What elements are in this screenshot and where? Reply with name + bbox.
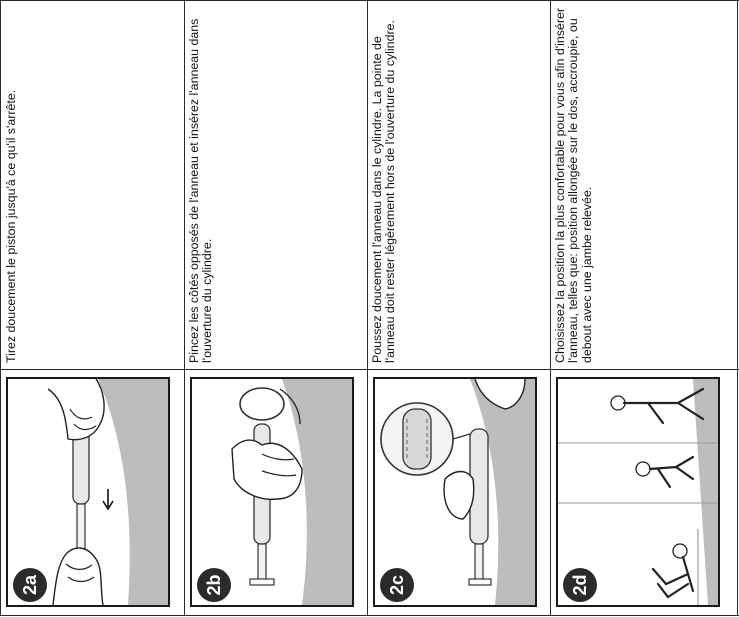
step-2b-text: Pincez les côtés opposés de l'anneau et insérez l'anneau dans l'ouverture du cylindre. — [187, 18, 215, 363]
step-2c-text-cell — [368, 1, 550, 369]
step-2d-text-cell — [551, 1, 737, 369]
step-2b-illustration — [190, 377, 354, 607]
step-2d-text: Choisissez la position la plus confortable pour vous afin d'insérer l'anneau, telles que: position allongée sur le dos, accroupie, ou debout avec une jambe relevée. — [553, 7, 594, 363]
step-2a-illustration — [6, 377, 170, 607]
step-2c-badge: 2c — [387, 574, 407, 596]
step-2c-illustration — [373, 377, 537, 607]
table-border-bottom — [0, 615, 739, 616]
step-2d-badge: 2d — [570, 574, 590, 596]
row-divider — [0, 369, 739, 370]
step-2a-text: Tirez doucement le piston jusqu'à ce qu'il s'arrête. — [4, 89, 18, 363]
step-2c-text: Poussez doucement l'anneau dans le cylindre. La pointe de l'anneau doit rester légèrement hors de l'ouverture du cylindre. — [370, 20, 398, 363]
step-2b-badge: 2b — [204, 574, 224, 596]
step-2a-badge: 2a — [20, 574, 40, 596]
step-2d-illustration — [556, 377, 720, 607]
step-2a-text-cell — [1, 1, 184, 369]
step-2b-text-cell — [185, 1, 367, 369]
table-border-right — [737, 0, 738, 616]
